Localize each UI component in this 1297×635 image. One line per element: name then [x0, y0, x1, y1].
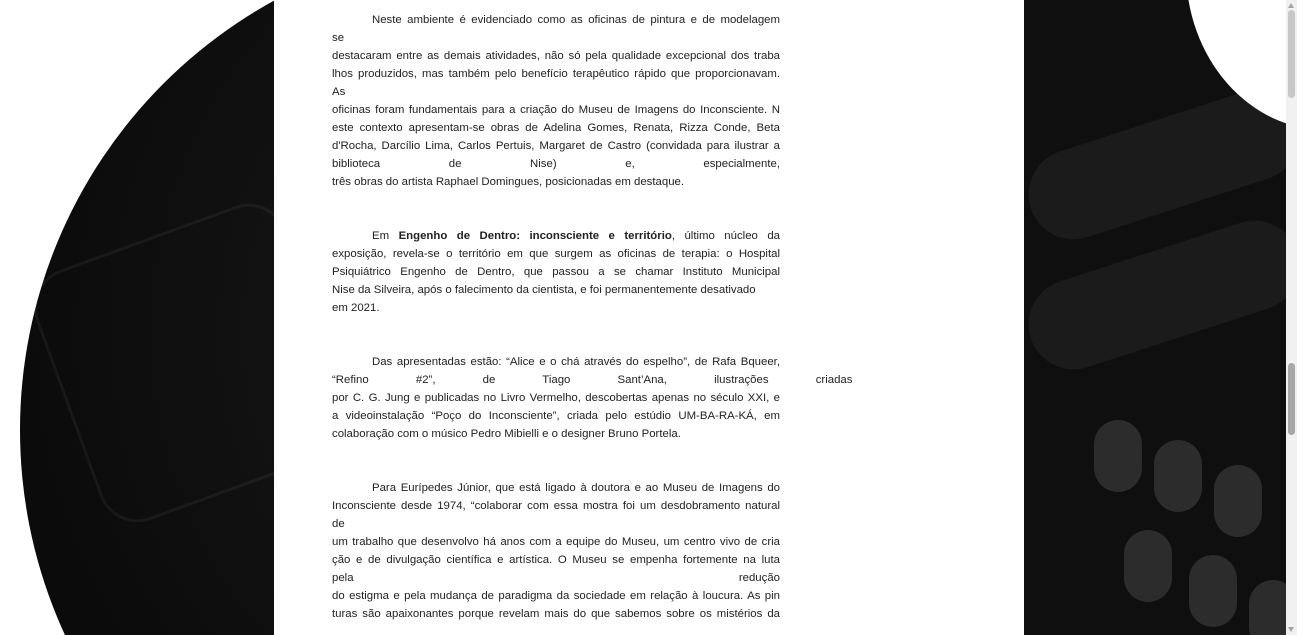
text-line: a videoinstalação “Poço do Inconsciente”, criada pelo estúdio UM-BA-RA-KÁ, em — [332, 410, 780, 422]
text-line: Neste ambiente é evidenciado como as oficinas de pintura e de modelagem — [372, 14, 780, 26]
text-fragment: Em — [372, 230, 390, 242]
background-dot — [1124, 530, 1172, 602]
text-line: por C. G. Jung e publicadas no Livro Vermelho, descobertas apenas no século XXI, e — [332, 392, 780, 404]
vertical-scrollbar[interactable] — [1286, 0, 1297, 635]
text-line: destacaram entre as demais atividades, não só pela qualidade excepcional dos traba — [332, 50, 780, 62]
document-page — [274, 0, 1024, 635]
background-image-right — [1024, 0, 1286, 635]
text-line: ção e de divulgação científica e artística. O Museu se empenha fortemente na luta — [332, 554, 780, 566]
text-line: do estigma e pela mudança de paradigma da sociedade em relação à loucura. As pin — [332, 590, 780, 602]
text-line — [332, 227, 780, 245]
paragraph-engenho — [332, 227, 780, 317]
text-line: um trabalho que desenvolvo há anos com a equipe do Museu, um centro vivo de cria — [332, 536, 780, 548]
background-dot — [1094, 420, 1142, 492]
background-dot — [1214, 465, 1262, 537]
paragraph-obras — [332, 353, 853, 443]
paragraph-oficinas — [332, 11, 780, 191]
text-line: se — [332, 32, 345, 44]
text-line: Psiquiátrico Engenho de Dentro, que passou a se chamar Instituto Municipal — [332, 266, 780, 278]
scroll-down-arrow-icon[interactable] — [1288, 627, 1294, 632]
text-line: Para Eurípedes Júnior, que está ligado à doutora e ao Museu de Imagens do — [372, 482, 780, 494]
background-dot — [1189, 555, 1237, 627]
text-line: biblioteca de Nise) e, especialmente, — [332, 158, 780, 170]
text-line: oficinas foram fundamentais para a criação do Museu de Imagens do Inconsciente. N — [332, 104, 780, 116]
text-line: em 2021. — [332, 302, 380, 314]
text-line: Nise da Silveira, após o falecimento da cientista, e foi permanentemente desativado — [332, 284, 756, 296]
text-line: colaboração com o músico Pedro Mibielli e o designer Bruno Portela. — [332, 428, 681, 440]
bold-title: Engenho de Dentro: inconsciente e território — [398, 230, 672, 242]
text-line: três obras do artista Raphael Domingues, posicionadas em destaque. — [332, 176, 685, 188]
background-image-left — [0, 0, 274, 635]
text-line: turas são apaixonantes porque revelam mais do que sabemos sobre os mistérios da — [332, 608, 780, 620]
text-line: “Refino #2”, de Tiago Sant’Ana, ilustrações criadas — [332, 374, 853, 386]
background-dot — [1154, 440, 1202, 512]
text-line: pela redução — [332, 572, 780, 584]
text-line: exposição, revela-se o território em que surgem as oficinas de terapia: o Hospital — [332, 248, 780, 260]
text-line: este contexto apresentam-se obras de Adelina Gomes, Renata, Rizza Conde, Beta — [332, 122, 780, 134]
paragraph-euripedes — [332, 479, 780, 623]
text-line: Das apresentadas estão: “Alice e o chá através do espelho”, de Rafa Bqueer, — [372, 356, 780, 368]
text-line: de — [332, 518, 345, 530]
scroll-up-arrow-icon[interactable] — [1288, 3, 1294, 8]
background-dot — [1249, 580, 1286, 635]
scrollbar-thumb[interactable] — [1288, 363, 1295, 435]
text-line: d'Rocha, Darcílio Lima, Carlos Pertuis, Margaret de Castro (convidada para ilustrar a — [332, 140, 780, 152]
scrollbar-track-highlight — [1288, 10, 1295, 98]
document-content — [332, 11, 853, 623]
text-line: lhos produzidos, mas também pelo benefício terapêutico rápido que proporcionavam. — [332, 68, 780, 80]
text-line: Inconsciente desde 1974, “colaborar com essa mostra foi um desdobramento natural — [332, 500, 780, 512]
text-line: As — [332, 86, 346, 98]
text-fragment: , último núcleo da — [671, 230, 781, 242]
